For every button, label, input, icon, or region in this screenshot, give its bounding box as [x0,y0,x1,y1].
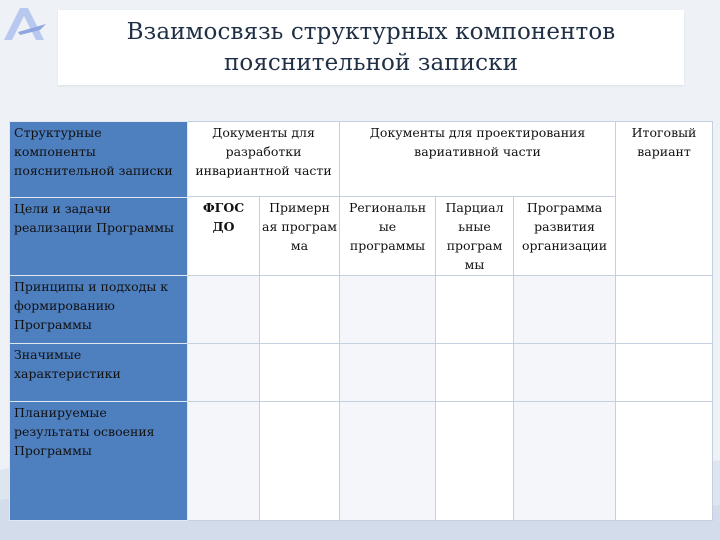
subheader-regional: Региональн ые программы [340,197,436,276]
table-cell [514,276,616,344]
table-cell [260,276,340,344]
header-final-cell [616,122,713,276]
header-row [10,122,713,197]
subheader-development: Программа развития организации [514,197,616,276]
table-cell [340,276,436,344]
row-divider [9,197,187,198]
table-cell [260,402,340,521]
table-row [10,344,713,402]
table-cell [340,402,436,521]
title-line-2: пояснительной записки [223,49,519,76]
table-cell [616,276,713,344]
table-cell [340,344,436,402]
table-cell [188,402,260,521]
table-cell [514,344,616,402]
logo-icon [0,4,58,44]
subheader-fgos: ФГОС ДО [188,197,260,276]
table-cell [436,276,514,344]
table-cell [260,344,340,402]
header-components: Структурные компоненты пояснительной записки [14,125,173,178]
row-label-results: Планируемые результаты освоения Программы [10,402,188,521]
subheader-partial: Парциал ьные програм мы [436,197,514,276]
table-cell [188,344,260,402]
title-line-1: Взаимосвязь структурных компонентов [126,18,616,45]
row-label-principles: Принципы и подходы к формированию Программы [10,276,188,344]
header-invariant: Документы для разработки инвариантной части [195,125,332,178]
table-cell [616,402,713,521]
title-box [58,10,684,85]
table-cell [436,344,514,402]
row-label-goals-wrap [14,199,184,237]
row-label-goals: Цели и задачи реализации Программы [14,201,174,235]
components-table [9,121,713,521]
row-label-characteristics: Значимые характеристики [10,344,188,402]
table-row [10,276,713,344]
header-invariant-cell [188,122,340,197]
table-cell [616,344,713,402]
header-variative: Документы для проектирования вариативной части [369,125,586,159]
table-cell [436,402,514,521]
slide-title [127,17,616,79]
header-variative-cell [340,122,616,197]
table-cell [514,402,616,521]
table-row [10,402,713,521]
table-cell [188,276,260,344]
subheader-approx: Примерн ая програм ма [260,197,340,276]
header-final: Итоговый вариант [631,125,697,159]
